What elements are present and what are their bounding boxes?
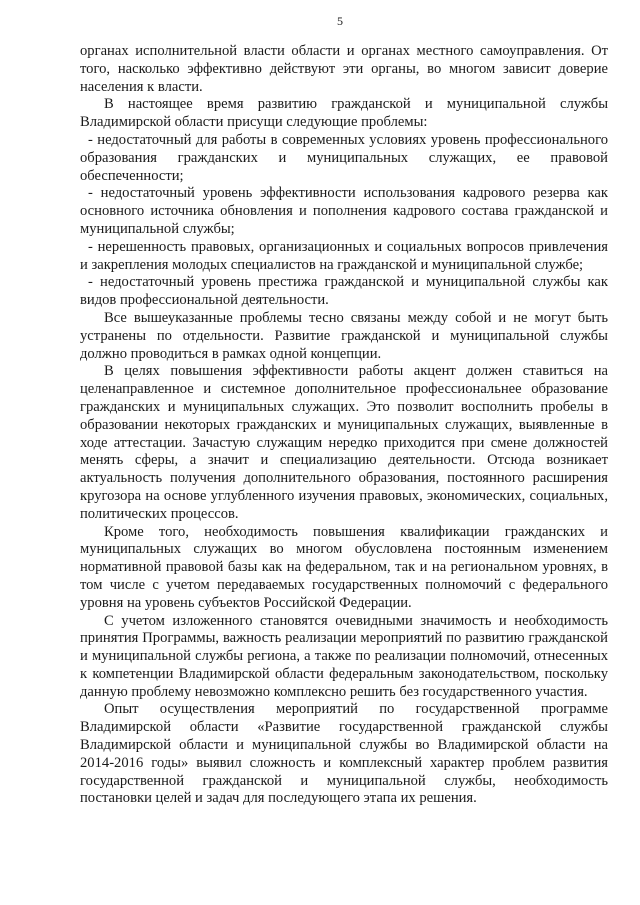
paragraph-experience: Опыт осуществления мероприятий по государственной программе Владимирской области «Развитие государственной гражданской службы Владимирской области и муниципальной службы во Владимирской области на 2014-2016 годы» выявил сложность и комплексный характер проблем развития государственной гражданской и муниципальной службы, необходимость постановки целей и задач для последующего этапа их решения. <box>80 701 608 807</box>
document-page <box>80 14 608 808</box>
paragraph-problems-intro: В настоящее время развитию гражданской и муниципальной службы Владимирской области присущи следующие проблемы: <box>80 96 608 131</box>
list-item-personnel-reserve: - недостаточный уровень эффективности использования кадрового резерва как основного источника обновления и пополнения кадрового состава гражданской и муниципальной службы; <box>80 185 608 237</box>
paragraph-continuation: органах исполнительной власти области и органах местного самоуправления. От того, насколько эффективно действуют эти органы, во многом зависит доверие населения к власти. <box>80 43 608 95</box>
paragraph-program-necessity: С учетом изложенного становятся очевидными значимость и необходимость принятия Программы, важность реализации мероприятий по развитию гражданской и муниципальной службы региона, а также по реализации полномочий, отнесенных к компетенции Владимирской области федеральным законодательством, поскольку данную проблему невозможно комплексно решить без государственного участия. <box>80 612 608 700</box>
list-item-education-level: - недостаточный для работы в современных условиях уровень профессионального образования гражданских и муниципальных служащих, ее правовой обеспеченности; <box>80 131 608 184</box>
document-body <box>80 43 608 808</box>
list-item-young-specialists: - нерешенность правовых, организационных и социальных вопросов привлечения и закрепления молодых специалистов на гражданской и муниципальной службе; <box>80 238 608 273</box>
paragraph-qualification: Кроме того, необходимость повышения квалификации гражданских и муниципальных служащих во многом обусловлена постоянным изменением нормативной правовой базы как на федеральном, так и на региональном уровнях, в том числе с учетом передаваемых государственных полномочий с федерального уровня на уровень субъектов Российской Федерации. <box>80 523 608 611</box>
paragraph-single-concept: Все вышеуказанные проблемы тесно связаны между собой и не могут быть устранены по отдельности. Развитие гражданской и муниципальной службы должно проводиться в рамках одной концепции. <box>80 309 608 362</box>
page-number: 5 <box>337 14 343 28</box>
paragraph-efficiency: В целях повышения эффективности работы акцент должен ставиться на целенаправленное и системное дополнительное профессиональнее образование гражданских и муниципальных служащих. Это позволит восполнить пробелы в образовании некоторых гражданских и муниципальных служащих, выявленные в ходе аттестации. Зачастую служащим нередко приходится при смене должностей менять сферы, а значит и специализацию деятельности. Отсюда возникает актуальность получения дополнительного образования, постоянного расширения кругозора на основе углубленного изучения правовых, экономических, социальных, политических процессов. <box>80 363 608 522</box>
list-item-prestige: - недостаточный уровень престижа гражданской и муниципальной службы как видов профессиональной деятельности. <box>80 274 608 309</box>
